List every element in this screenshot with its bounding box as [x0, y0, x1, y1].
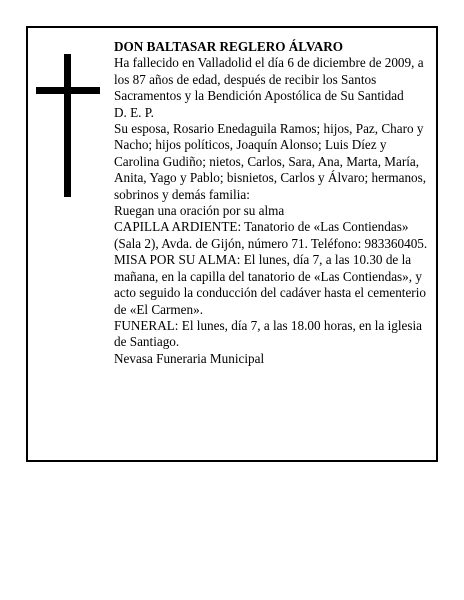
family-list: Su esposa, Rosario Enedaguila Ramos; hijos, Paz, Charo y Nacho; hijos políticos, Joaquín Alonso; Luis Díez y Carolina Gudiño; nietos, Carlos, Sara, Ana, Marta, María, Anita, Yago y Pablo; bisnietos, Carlos y Álvaro; hermanos, sobrinos y demás familia: [114, 121, 427, 202]
funeral-details: El lunes, día 7, a las 18.00 horas, en la iglesia de Santiago. [114, 317, 423, 350]
prayer-request: Ruegan una oración por su alma [114, 203, 285, 219]
mass-paragraph [114, 252, 432, 318]
mass-label: MISA POR SU ALMA: [114, 252, 241, 268]
funeral-paragraph [114, 318, 432, 351]
funeral-label: FUNERAL: [114, 317, 179, 333]
chapel-paragraph [114, 219, 432, 252]
death-announcement: Ha fallecido en Valladolid el día 6 de diciembre de 2009, a los 87 años de edad, después de recibir los Santos Sacramentos y la Bendición Apostólica de Su Santidad [114, 55, 424, 104]
cross-vertical-bar [64, 54, 71, 197]
chapel-details: Tanatorio de «Las Contiendas» (Sala 2), Avda. de Gijón, número 71. Teléfono: 983360405. [114, 219, 428, 251]
obituary-text [114, 39, 432, 367]
funeral-home: Nevasa Funeraria Municipal [114, 350, 265, 366]
dep-line: D. E. P. [114, 104, 154, 120]
cross-icon [36, 54, 100, 197]
cross-horizontal-bar [36, 87, 100, 94]
chapel-label: CAPILLA ARDIENTE: [114, 219, 242, 235]
mass-details: El lunes, día 7, a las 10.30 de la mañana, en la capilla del tanatorio de «Las Contiendas», y acto seguido la conducción del cadáver hasta el cementerio de «El Carmen». [114, 252, 426, 317]
deceased-name: DON BALTASAR REGLERO ÁLVARO [114, 39, 344, 54]
